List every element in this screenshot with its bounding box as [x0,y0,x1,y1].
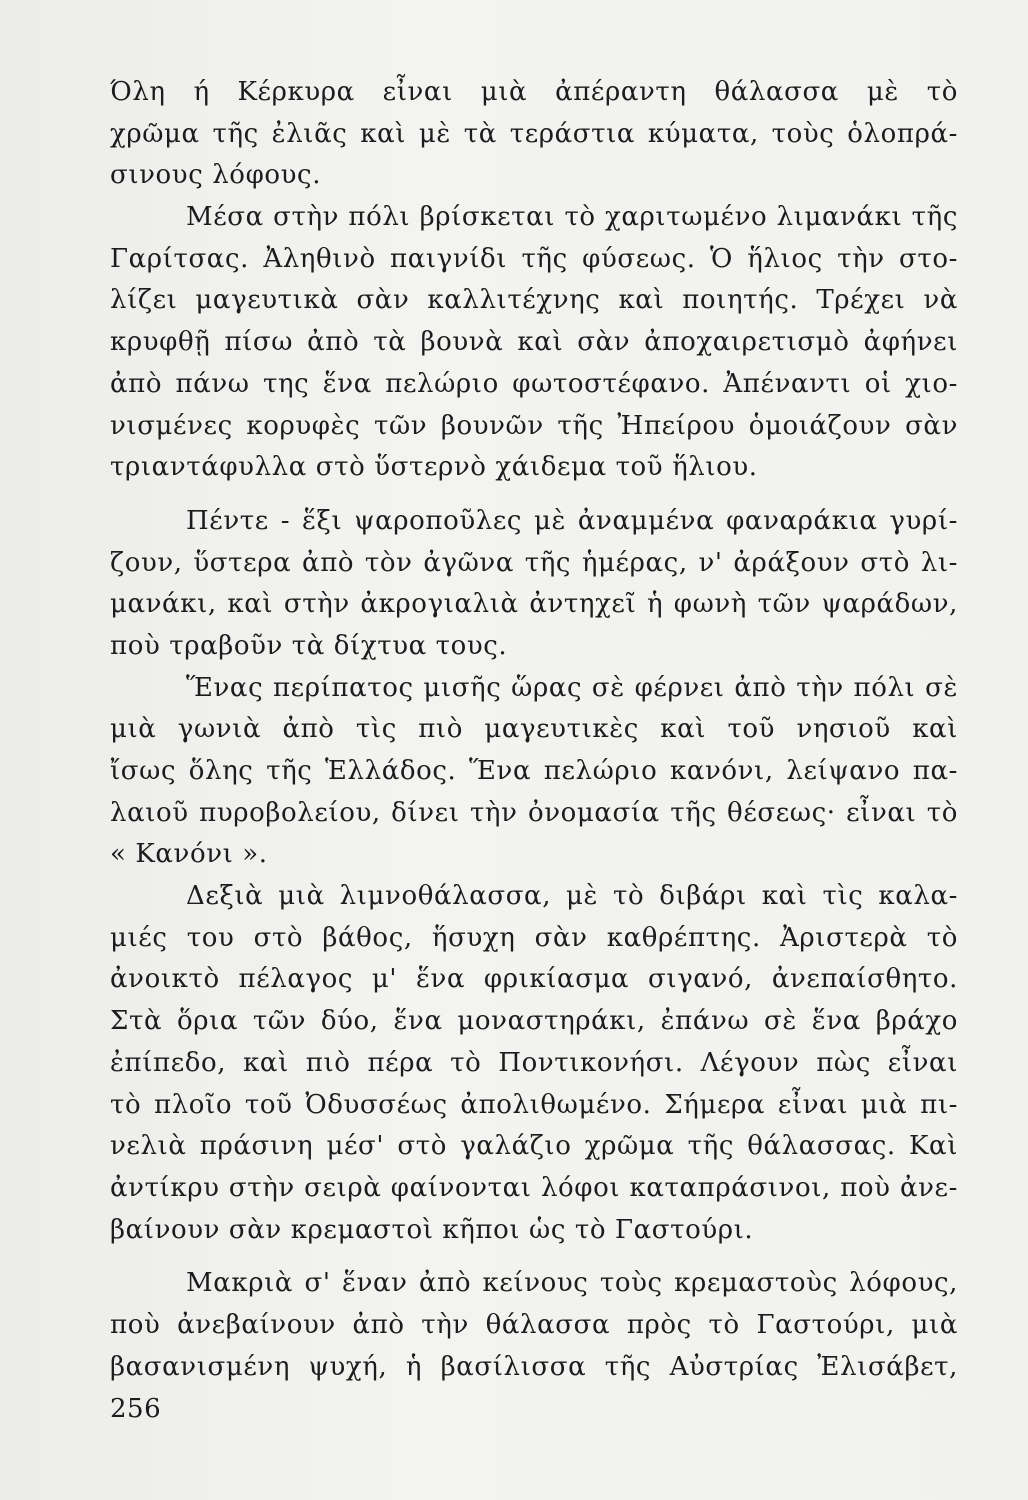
text-line: ἴσως ὅλης τῆς Ἑλλάδος. Ἕνα πελώριο κανόνι, λείψανο πα- [110,756,958,786]
text-line: Μακριὰ σ' ἕναν ἀπὸ κείνους τοὺς κρεμαστοὺς λόφους, [186,1268,958,1299]
text-line: Δεξιὰ μιὰ λιμνοθάλασσα, μὲ τὸ διβάρι καὶ τὶς καλα- [186,881,958,912]
text-line: Μέσα στὴν πόλι βρίσκεται τὸ χαριτωμένο λιμανάκι τῆς [186,202,958,233]
text-line: ἀπὸ πάνω της ἕνα πελώριο φωτοστέφανο. Ἀπέναντι οἱ χιο- [110,368,958,399]
text-line: ἀντίκρυ στὴν σειρὰ φαίνονται λόφοι καταπράσινοι, ποὺ ἀνε- [110,1172,958,1203]
text-line: κρυφθῇ πίσω ἀπὸ τὰ βουνὰ καὶ σὰν ἀποχαιρετισμὸ ἀφήνει [110,327,958,358]
text-line: ποὺ τραβοῦν τὰ δίχτυα τους. [110,630,508,661]
text-line: τριαντάφυλλα στὸ ὕστερνὸ χάιδεμα τοῦ ἥλιου. [110,452,758,483]
text-line: ποὺ ἀνεβαίνουν ἀπὸ τὴν θάλασσα πρὸς τὸ Γαστούρι, μιὰ [110,1309,958,1340]
text-line: Όλη ή Κέρκυρα εἶναι μιὰ ἀπέραντη θάλασσα μὲ τὸ [110,77,958,107]
text-line: Πέντε - ἕξι ψαροποῦλες μὲ ἀναμμένα φαναράκια γυρί- [186,505,958,536]
text-line: Γαρίτσας. Ἀληθινὸ παιγνίδι τῆς φύσεως. Ὁ ἥλιος τὴν στο- [110,243,958,274]
body-text [110,72,958,1388]
paragraph-gap [110,489,958,501]
text-line: βασανισμένη ψυχή, ἡ βασίλισσα τῆς Αὐστρίας Ἐλισάβετ, [110,1351,958,1382]
text-line: λίζει μαγευτικὰ σὰν καλλιτέχνης καὶ ποιητής. Τρέχει νὰ [110,285,958,316]
text-line: μιὰ γωνιὰ ἀπὸ τὶς πιὸ μαγευτικὲς καὶ τοῦ νησιοῦ καὶ [110,714,958,745]
text-line: Στὰ ὅρια τῶν δύο, ἕνα μοναστηράκι, ἐπάνω σὲ ἕνα βράχο [110,1006,958,1037]
text-line: νελιὰ πράσινη μέσ' στὸ γαλάζιο χρῶμα τῆς θάλασσας. Καὶ [110,1131,958,1162]
text-line: « Κανόνι ». [110,839,268,870]
text-line: λαιοῦ πυροβολείου, δίνει τὴν ὀνομασία τῆς θέσεως· εἶναι τὸ [110,797,958,828]
text-line: χρῶμα τῆς ἐλιᾶς καὶ μὲ τὰ τεράστια κύματα, τοὺς ὁλοπρά- [110,118,958,149]
text-line: τὸ πλοῖο τοῦ Ὀδυσσέως ἀπολιθωμένο. Σήμερα εἶναι μιὰ πι- [110,1089,958,1120]
text-line: ζουν, ὕστερα ἀπὸ τὸν ἀγῶνα τῆς ἡμέρας, ν' ἀράξουν στὸ λι- [110,547,958,578]
text-line: Ἕνας περίπατος μισῆς ὥρας σὲ φέρνει ἀπὸ τὴν πόλι σὲ [186,672,958,703]
text-line: βαίνουν σὰν κρεμαστοὶ κῆποι ὡς τὸ Γαστούρι. [110,1214,754,1245]
text-line: μανάκι, καὶ στὴν ἀκρογιαλιὰ ἀντηχεῖ ἡ φωνὴ τῶν ψαράδων, [110,589,958,620]
text-line: μιές του στὸ βάθος, ἥσυχη σὰν καθρέπτης. Ἀριστερὰ τὸ [110,922,958,953]
text-line: ἀνοικτὸ πέλαγος μ' ἕνα φρικίασμα σιγανό, ἀνεπαίσθητο. [110,964,958,995]
paragraph-gap [110,1251,958,1263]
page-number: 256 [110,1394,162,1424]
text-line: σινους λόφους. [110,160,322,191]
text-line: ἐπίπεδο, καὶ πιὸ πέρα τὸ Ποντικονήσι. Λέγουν πὼς εἶναι [110,1047,958,1078]
text-line: νισμένες κορυφὲς τῶν βουνῶν τῆς Ἠπείρου ὁμοιάζουν σὰν [110,410,958,441]
